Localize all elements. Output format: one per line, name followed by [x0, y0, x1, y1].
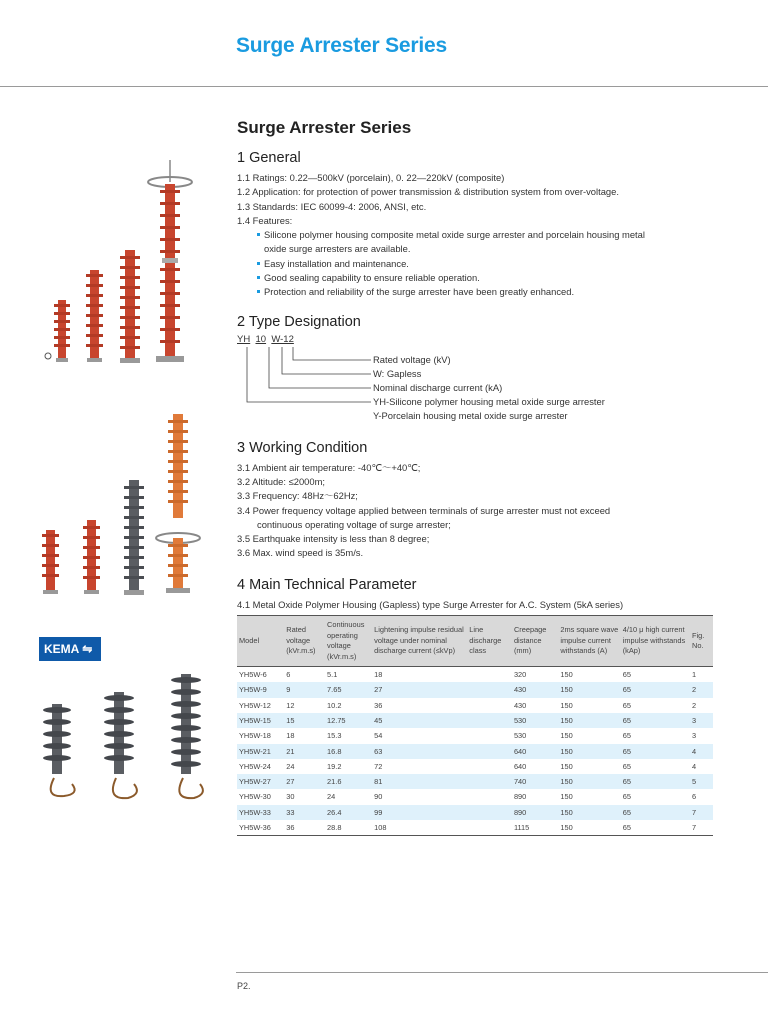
condition-line: 3.3 Frequency: 48Hz～62Hz; — [237, 490, 358, 502]
table-cell: 5 — [690, 774, 713, 789]
table-row — [237, 805, 713, 820]
feature-item: Silicone polymer housing composite metal oxide surge arrester and porcelain housing metal — [237, 228, 713, 242]
table-cell: 7.65 — [325, 682, 372, 697]
table-cell: 28.8 — [325, 820, 372, 836]
table-cell: 150 — [558, 682, 620, 697]
kema-logo: KEMA ⇋ — [39, 637, 101, 661]
arrester-8 — [156, 414, 200, 593]
table-row — [237, 667, 713, 683]
arrester-9 — [43, 704, 75, 796]
feature-item: Protection and reliability of the surge arrester have been greatly enhanced. — [237, 285, 713, 299]
table-cell: 21 — [284, 744, 325, 759]
bullet-icon — [257, 276, 260, 279]
feature-item: Easy installation and maintenance. — [237, 257, 713, 271]
column-header: Continuous operating voltage (kVr.m.s) — [325, 616, 372, 667]
table-cell: 65 — [621, 820, 690, 836]
table-cell — [467, 713, 512, 728]
page-number: P2. — [237, 981, 251, 991]
table-row — [237, 759, 713, 774]
arrester-photo-group-2 — [30, 410, 210, 600]
table-cell: 10.2 — [327, 700, 342, 710]
table-cell: 19.2 — [327, 761, 342, 771]
arrester-10 — [104, 692, 137, 798]
condition-line: 3.1 Ambient air temperature: -40℃～+40℃; — [237, 461, 421, 473]
table-cell: YH5W-12 — [239, 700, 271, 710]
condition-line: continuous operating voltage of surge arrester; — [257, 518, 451, 530]
section-general-title: 1 General — [237, 150, 301, 166]
column-header: Lightening impulse residual voltage under nominal discharge current (≤kVp) — [372, 616, 467, 667]
table-cell: YH5W-30 — [239, 792, 271, 802]
table-cell: 5.1 — [327, 670, 338, 680]
footer-divider — [236, 972, 768, 973]
table-cell: 30 — [286, 792, 295, 802]
table-cell: 150 — [560, 761, 573, 771]
arrester-11 — [171, 674, 203, 798]
table-row — [237, 774, 713, 789]
table-cell: 65 — [621, 682, 690, 697]
table-cell: 27 — [284, 774, 325, 789]
condition-line: 3.4 Power frequency voltage applied between terminals of surge arrester must not exceed — [237, 504, 611, 516]
bullet-icon — [257, 262, 260, 265]
table-cell: 65 — [621, 744, 690, 759]
table-cell: 150 — [560, 731, 573, 741]
header-divider — [0, 86, 768, 87]
designation-label: Nominal discharge current (kA) — [373, 381, 503, 393]
general-line: 1.1 Ratings: 0.22—500kV (porcelain), 0. 22—220kV (composite) — [237, 172, 505, 183]
table-cell: 4 — [690, 744, 713, 759]
column-header: Line discharge class — [467, 616, 512, 667]
table-cell: YH5W-33 — [237, 805, 284, 820]
feature-item-continuation: oxide surge arresters are available. — [264, 243, 411, 255]
arrester-3 — [120, 250, 140, 363]
table-cell: 65 — [622, 792, 631, 802]
type-code: YH 10 W-12 — [237, 333, 294, 345]
table-cell: 36 — [284, 820, 325, 836]
table-cell: 150 — [558, 744, 620, 759]
section-working-condition-title: 3 Working Condition — [237, 439, 368, 456]
table-cell: YH5W-24 — [239, 761, 271, 771]
column-header: Model — [237, 616, 284, 667]
table-cell: 1 — [691, 670, 697, 680]
table-cell: 15 — [284, 713, 325, 728]
document-title: Surge Arrester Series — [237, 118, 412, 137]
designation-label: Y-Porcelain housing metal oxide surge arrester — [373, 409, 568, 421]
table-row — [237, 713, 713, 728]
table-cell: 430 — [512, 682, 558, 697]
arrester-5 — [42, 530, 59, 594]
table-cell: 65 — [621, 713, 690, 728]
table-cell: 3 — [691, 731, 697, 741]
table-row — [237, 744, 713, 759]
table-cell: 36 — [374, 700, 383, 710]
table-cell — [467, 728, 512, 743]
table-cell: 108 — [372, 820, 467, 836]
table-header-row — [237, 616, 713, 667]
table-cell: 81 — [372, 774, 467, 789]
table-cell — [467, 774, 512, 789]
table-cell: 320 — [513, 670, 527, 680]
table-cell: 65 — [621, 774, 690, 789]
arrester-6 — [83, 520, 100, 594]
condition-line: 3.2 Altitude: ≤2000m; — [237, 475, 326, 487]
table-cell: 12 — [286, 700, 295, 710]
arrester-2 — [86, 270, 103, 362]
condition-line: 3.6 Max. wind speed is 35m/s. — [237, 547, 364, 559]
table-cell: 63 — [372, 744, 467, 759]
column-header: Rated voltage (kVr.m.s) — [284, 616, 325, 667]
designation-label: Rated voltage (kV) — [373, 353, 451, 365]
table-cell: 24 — [286, 761, 295, 771]
table-cell: 640 — [513, 761, 527, 771]
table-cell: 18 — [374, 670, 383, 680]
arrester-photo-group-3 — [34, 668, 214, 808]
table-row — [237, 820, 713, 836]
column-header: 4/10 μ high current impulse withstands (kAp) — [621, 616, 690, 667]
table-cell — [467, 805, 512, 820]
table-cell: 7 — [690, 820, 713, 836]
table-cell — [467, 789, 512, 804]
general-line: 1.3 Standards: IEC 60099-4: 2006, ANSI, etc. — [237, 200, 427, 212]
table-cell: 18 — [286, 731, 295, 741]
arrester-4 — [148, 160, 192, 362]
table-cell: 150 — [558, 820, 620, 836]
table-cell: 3 — [690, 713, 713, 728]
table-cell: 24 — [327, 792, 336, 802]
table-cell: 2 — [690, 682, 713, 697]
table-body — [237, 667, 713, 836]
table-cell: 740 — [512, 774, 558, 789]
section-main-parameter-title: 4 Main Technical Parameter — [237, 576, 417, 593]
table-cell: 150 — [560, 792, 573, 802]
table-row — [237, 682, 713, 697]
table-cell: 4 — [691, 761, 697, 771]
header-title: Surge Arrester Series — [236, 34, 447, 57]
table-cell: YH5W-36 — [237, 820, 284, 836]
arrester-7 — [124, 480, 144, 595]
table-cell: 65 — [622, 700, 631, 710]
table-cell — [467, 759, 512, 774]
table-cell: 530 — [512, 713, 558, 728]
table-cell — [467, 667, 512, 683]
table-cell: 65 — [622, 761, 631, 771]
table-cell: 7 — [690, 805, 713, 820]
main-column — [237, 118, 713, 836]
table-cell: 530 — [513, 731, 527, 741]
table-cell: YH5W-27 — [237, 774, 284, 789]
table-cell: 6 — [286, 670, 291, 680]
bullet-icon — [257, 233, 260, 236]
feature-item: Good sealing capability to ensure reliable operation. — [237, 271, 713, 285]
table-cell: 54 — [374, 731, 383, 741]
designation-leader-lines — [237, 334, 377, 426]
table-cell: YH5W-18 — [239, 731, 271, 741]
table-cell: 2 — [691, 700, 697, 710]
table-cell: 16.8 — [325, 744, 372, 759]
table-cell: 6 — [691, 792, 697, 802]
table-cell: YH5W-21 — [237, 744, 284, 759]
table-cell: 26.4 — [325, 805, 372, 820]
table-cell: 1115 — [512, 820, 558, 836]
table-row — [237, 789, 713, 804]
bullet-icon — [257, 290, 260, 293]
table-cell — [467, 698, 512, 713]
table-cell — [467, 820, 512, 836]
table-row — [237, 698, 713, 713]
table-cell: 90 — [374, 792, 383, 802]
table-cell: 150 — [558, 774, 620, 789]
column-header: 2ms square wave impulse current withstands (A) — [558, 616, 620, 667]
table-cell — [467, 744, 512, 759]
table-cell: 65 — [622, 731, 631, 741]
arrester-1 — [45, 300, 70, 362]
table-cell: 33 — [284, 805, 325, 820]
table-cell: YH5W-9 — [237, 682, 284, 697]
column-header: Fig. No. — [690, 616, 713, 667]
table-cell: YH5W-15 — [237, 713, 284, 728]
designation-label: W: Gapless — [373, 367, 422, 379]
table-row — [237, 728, 713, 743]
designation-label: YH-Silicone polymer housing metal oxide surge arrester — [373, 395, 605, 407]
condition-line: 3.5 Earthquake intensity is less than 8 degree; — [237, 533, 430, 545]
table-cell: 72 — [374, 761, 383, 771]
table-cell: 12.75 — [325, 713, 372, 728]
table-cell: 150 — [560, 670, 573, 680]
parameter-table-caption: 4.1 Metal Oxide Polymer Housing (Gapless) type Surge Arrester for A.C. System (5kA series) — [237, 598, 624, 610]
table-cell: 15.3 — [327, 731, 342, 741]
table-cell: 430 — [513, 700, 527, 710]
table-cell: 150 — [558, 805, 620, 820]
table-cell: 890 — [513, 792, 527, 802]
table-cell: 21.6 — [325, 774, 372, 789]
general-line: 1.4 Features: — [237, 214, 293, 226]
general-line: 1.2 Application: for protection of power transmission & distribution system from over-voltage. — [237, 186, 619, 198]
table-cell: 45 — [372, 713, 467, 728]
table-cell: 890 — [512, 805, 558, 820]
table-cell: 150 — [560, 700, 573, 710]
section-type-designation-title: 2 Type Designation — [237, 313, 361, 330]
table-cell — [467, 682, 512, 697]
table-cell: 640 — [512, 744, 558, 759]
table-cell: 150 — [558, 713, 620, 728]
table-cell: 27 — [372, 682, 467, 697]
arrester-photo-group-1 — [30, 150, 200, 370]
table-cell: 9 — [284, 682, 325, 697]
column-header: Creepage distance (mm) — [512, 616, 558, 667]
table-cell: 65 — [622, 670, 631, 680]
type-designation-diagram — [237, 334, 713, 426]
table-cell: 99 — [372, 805, 467, 820]
table-cell: YH5W-6 — [239, 670, 267, 680]
table-cell: 65 — [621, 805, 690, 820]
parameter-table — [237, 615, 713, 836]
